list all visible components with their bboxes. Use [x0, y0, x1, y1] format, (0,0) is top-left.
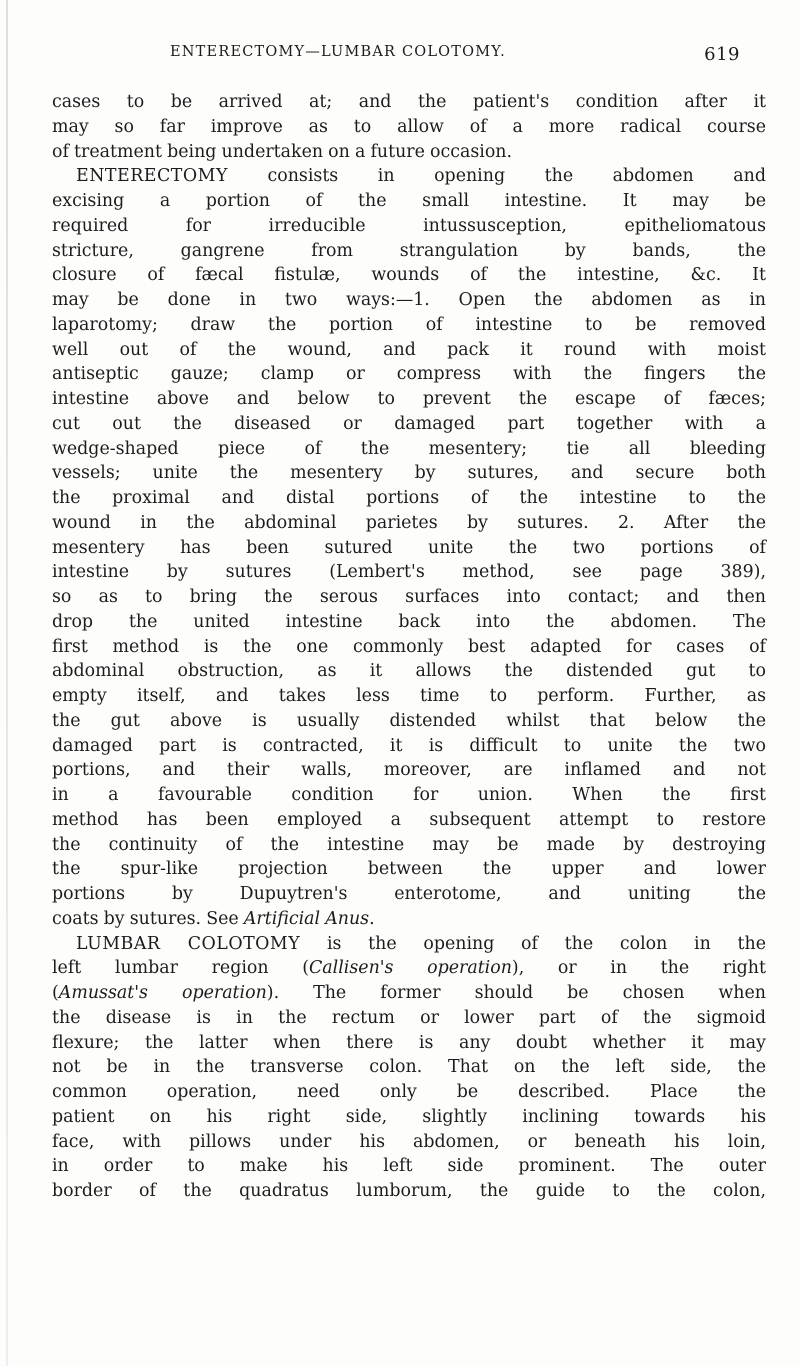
text-line: the gut above is usually distended whilst that below the	[52, 710, 766, 731]
text-line: portions, and their walls, moreover, are inflamed and not	[52, 760, 766, 781]
text-line: flexure; the latter when there is any doubt whether it may	[52, 1032, 766, 1053]
body-text	[52, 90, 766, 1204]
text-line: closure of fæcal fistulæ, wounds of the intestine, &c. It	[52, 265, 766, 286]
text-line: common operation, need only be described. Place the	[52, 1082, 766, 1102]
text-line: coats by sutures. See Artificial Anus.	[52, 908, 375, 929]
text-line: well out of the wound, and pack it round with moist	[52, 339, 766, 360]
text-line: so as to bring the serous surfaces into contact; and then	[52, 587, 766, 607]
text-line: excising a portion of the small intestine. It may be	[52, 191, 766, 211]
text-line: first method is the one commonly best adapted for cases of	[52, 636, 766, 657]
text-line: intestine above and below to prevent the escape of fæces;	[52, 389, 766, 409]
text-line: intestine by sutures (Lembert's method, see page 389),	[52, 562, 766, 583]
text-line: antiseptic gauze; clamp or compress with the fingers the	[52, 364, 766, 385]
text-line: cases to be arrived at; and the patient's condition after it	[52, 92, 766, 112]
text-line: the disease is in the rectum or lower part of the sigmoid	[52, 1007, 766, 1028]
text-line: required for irreducible intussusception, epitheliomatous	[52, 215, 766, 236]
text-line: drop the united intestine back into the abdomen. The	[52, 611, 766, 632]
text-line: damaged part is contracted, it is difficult to unite the two	[52, 735, 766, 756]
text-line: the proximal and distal portions of the intestine to the	[52, 488, 766, 508]
running-header	[70, 44, 740, 74]
text-line: in order to make his left side prominent. The outer	[52, 1156, 766, 1177]
text-line: border of the quadratus lumborum, the guide to the colon,	[52, 1181, 766, 1201]
text-line-lumbar-colotomy: LUMBAR COLOTOMY is the opening of the colon in the	[76, 933, 766, 954]
text-line: method has been employed a subsequent attempt to restore	[52, 809, 766, 830]
text-line: abdominal obstruction, as it allows the distended gut to	[52, 661, 766, 682]
text-line: patient on his right side, slightly inclining towards his	[52, 1106, 766, 1127]
text-line: laparotomy; draw the portion of intestine to be removed	[52, 314, 766, 335]
text-line: may so far improve as to allow of a more radical course	[52, 116, 766, 137]
text-line: in a favourable condition for union. When the first	[52, 785, 766, 805]
text-line: portions by Dupuytren's enterotome, and uniting the	[52, 884, 766, 904]
text-line: not be in the transverse colon. That on the left side, the	[52, 1057, 766, 1078]
text-line: the spur-like projection between the upper and lower	[52, 859, 766, 880]
page-number: 619	[704, 44, 740, 65]
text-line-enterectomy: ENTERECTOMY consists in opening the abdomen and	[76, 166, 766, 187]
text-line: of treatment being undertaken on a future occasion.	[52, 141, 513, 162]
text-line: left lumbar region (Callisen's operation), or in the right	[52, 958, 766, 979]
text-line: mesentery has been sutured unite the two portions of	[52, 537, 766, 558]
text-line: face, with pillows under his abdomen, or beneath his loin,	[52, 1131, 766, 1152]
text-line: vessels; unite the mesentery by sutures, and secure both	[52, 463, 766, 484]
text-line: wound in the abdominal parietes by sutures. 2. After the	[52, 512, 766, 533]
text-line: wedge-shaped piece of the mesentery; tie all bleeding	[52, 438, 766, 459]
running-title: ENTERECTOMY—LUMBAR COLOTOMY.	[170, 44, 506, 60]
page-binding-edge	[6, 0, 8, 1366]
text-line: (Amussat's operation). The former should be chosen when	[52, 983, 767, 1003]
text-line: cut out the diseased or damaged part together with a	[52, 413, 766, 434]
text-line: stricture, gangrene from strangulation by bands, the	[52, 240, 766, 261]
text-line: may be done in two ways:—1. Open the abdomen as in	[52, 290, 766, 310]
text-line: the continuity of the intestine may be made by destroying	[52, 834, 766, 855]
text-line: empty itself, and takes less time to perform. Further, as	[52, 686, 766, 706]
